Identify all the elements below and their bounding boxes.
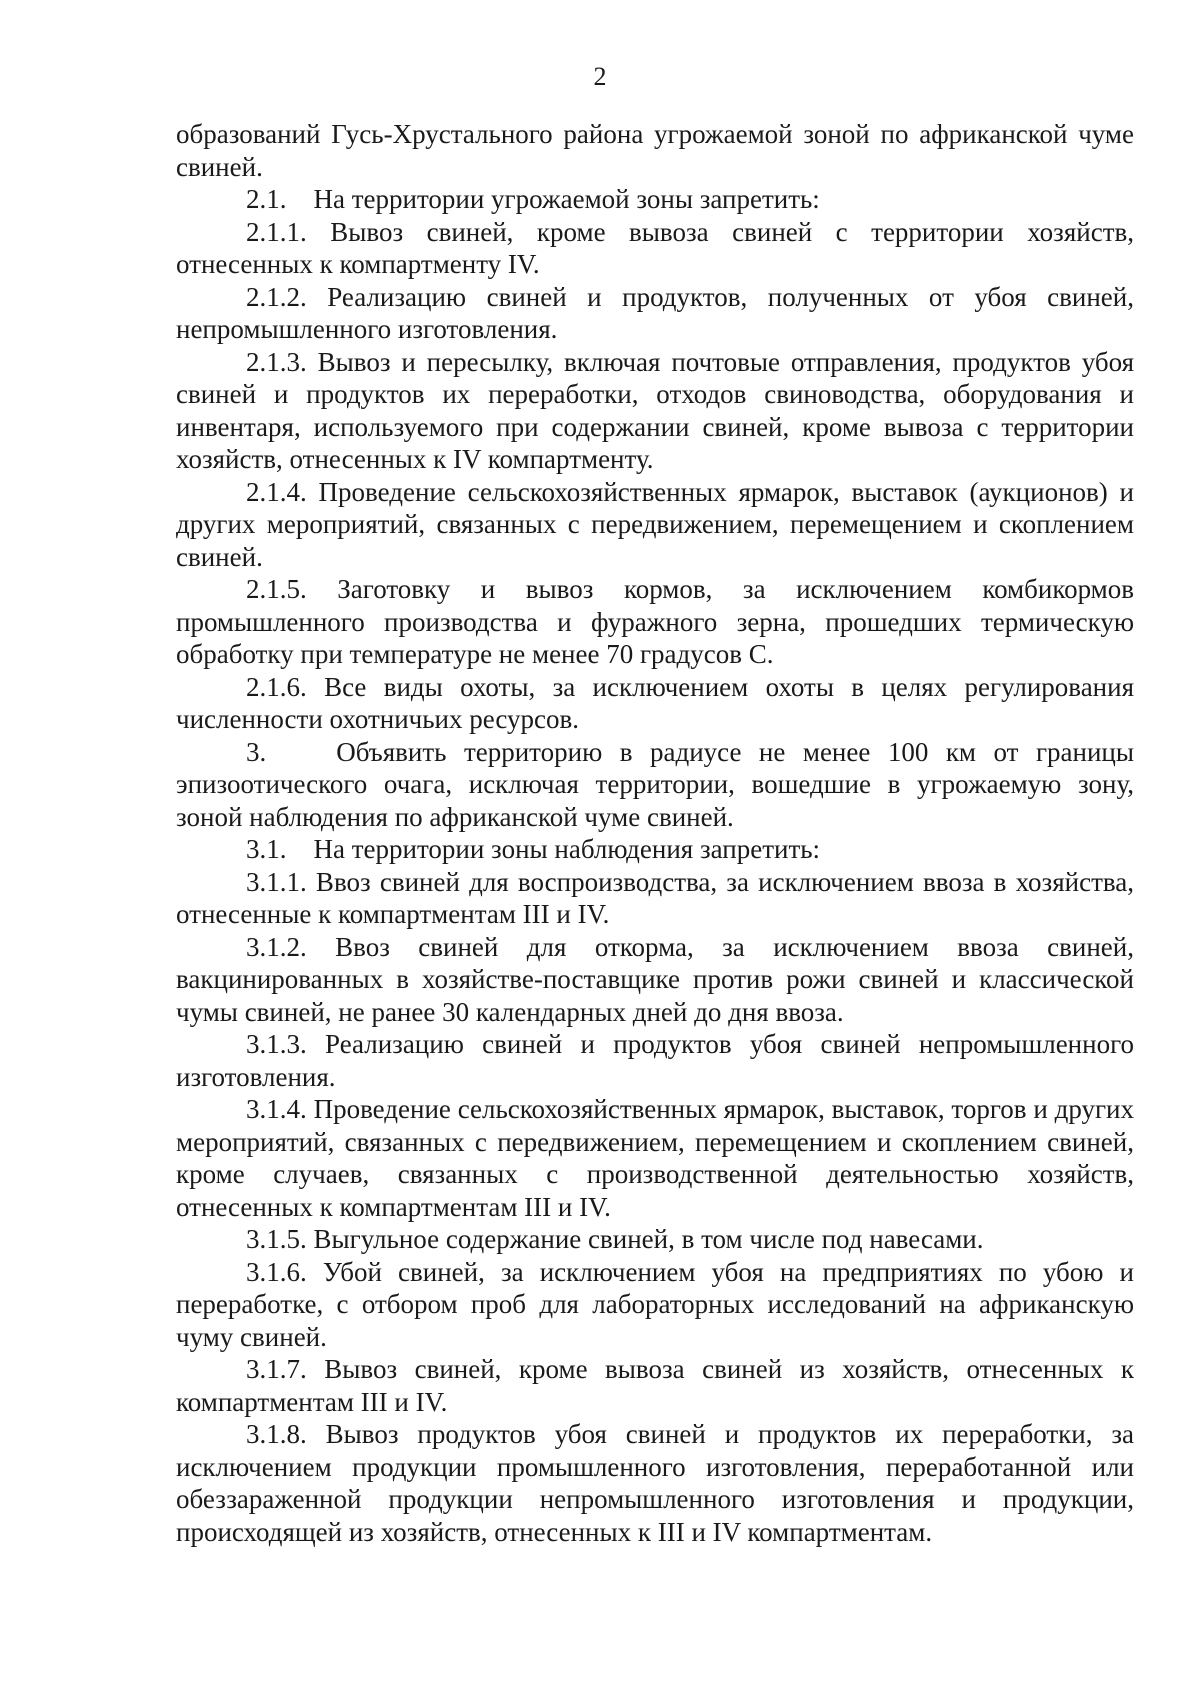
paragraph-3-1-2: 3.1.2. Ввоз свиней для откорма, за исключением ввоза свиней, вакцинированных в хозяйстве-поставщике против рожи свиней и классической чумы свиней, не ранее 30 календарных дней до дня ввоза. (176, 931, 1134, 1027)
paragraph-2-1: 2.1. На территории угрожаемой зоны запретить: (246, 184, 820, 214)
paragraph-3-1-1: 3.1.1. Ввоз свиней для воспроизводства, за исключением ввоза в хозяйства, отнесенные к компартментам III и IV. (176, 866, 1134, 929)
page-number: 2 (593, 62, 607, 91)
paragraph-2-1-4: 2.1.4. Проведение сельскохозяйственных ярмарок, выставок (аукционов) и других мероприятий, связанных с передвижением, перемещением и скоплением свиней. (176, 476, 1134, 572)
document-body (176, 118, 1134, 1548)
paragraph-continuation: образований Гусь-Хрустального района угрожаемой зоной по африканской чуме свиней. (176, 119, 1134, 182)
paragraph-2-1-6: 2.1.6. Все виды охоты, за исключением охоты в целях регулирования численности охотничьих ресурсов. (176, 671, 1134, 734)
paragraph-3-1-6: 3.1.6. Убой свиней, за исключением убоя на предприятиях по убою и переработке, с отбором проб для лабораторных исследований на африканскую чуму свиней. (176, 1256, 1134, 1352)
paragraph-3: 3. Объявить территорию в радиусе не менее 100 км от границы эпизоотического очага, исключая территории, вошедшие в угрожаемую зону, зоной наблюдения по африканской чуме свиней. (176, 736, 1134, 832)
paragraph-3-1-8: 3.1.8. Вывоз продуктов убоя свиней и продуктов их переработки, за исключением продукции промышленного изготовления, переработанной или обеззараженной продукции непромышленного изготовления и продукции, происходящей из хозяйств, отнесенных к III и IV компартментам. (176, 1419, 1134, 1547)
paragraph-2-1-3: 2.1.3. Вывоз и пересылку, включая почтовые отправления, продуктов убоя свиней и продуктов их переработки, отходов свиноводства, оборудования и инвентаря, используемого при содержании свиней, кроме вывоза с территории хозяйств, отнесенных к IV компартменту. (176, 346, 1134, 474)
paragraph-2-1-2: 2.1.2. Реализацию свиней и продуктов, полученных от убоя свиней, непромышленного изготовления. (176, 281, 1134, 344)
paragraph-3-1-3: 3.1.3. Реализацию свиней и продуктов убоя свиней непромышленного изготовления. (176, 1029, 1134, 1092)
paragraph-3-1: 3.1. На территории зоны наблюдения запретить: (246, 834, 821, 864)
paragraph-3-1-5: 3.1.5. Выгульное содержание свиней, в том числе под навесами. (246, 1224, 984, 1254)
paragraph-2-1-1: 2.1.1. Вывоз свиней, кроме вывоза свиней с территории хозяйств, отнесенных к компартменту IV. (176, 216, 1134, 279)
paragraph-3-1-4: 3.1.4. Проведение сельскохозяйственных ярмарок, выставок, торгов и других мероприятий, связанных с передвижением, перемещением и скоплением свиней, кроме случаев, связанных с производственной деятельностью хозяйств, отнесенных к компартментам III и IV. (176, 1094, 1134, 1222)
paragraph-2-1-5: 2.1.5. Заготовку и вывоз кормов, за исключением комбикормов промышленного производства и фуражного зерна, прошедших термическую обработку при температуре не менее 70 градусов С. (176, 574, 1134, 669)
paragraph-3-1-7: 3.1.7. Вывоз свиней, кроме вывоза свиней из хозяйств, отнесенных к компартментам III и IV. (176, 1354, 1134, 1417)
